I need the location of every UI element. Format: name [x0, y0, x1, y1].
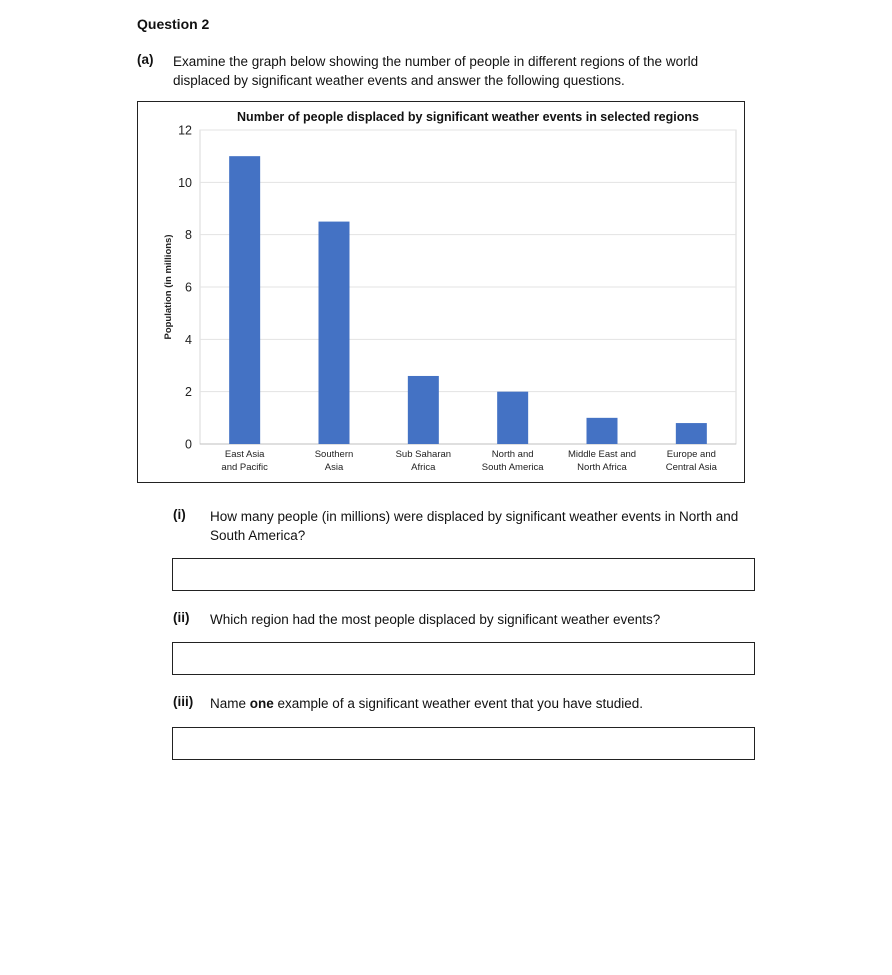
bar — [587, 418, 618, 444]
y-tick-label: 8 — [185, 228, 192, 243]
x-tick-label: Asia — [324, 462, 344, 473]
x-tick-label: Europe and — [666, 449, 716, 460]
subquestion-iii-text-after: example of a significant weather event that you have studied. — [273, 696, 644, 711]
answer-box-ii[interactable] — [172, 642, 755, 675]
bar — [408, 376, 439, 444]
y-tick-label: 10 — [178, 175, 192, 190]
subquestion-i-text: How many people (in millions) were displaced by significant weather events in North and South America? — [210, 509, 739, 543]
x-tick-label: East Asia — [224, 449, 265, 460]
x-tick-label: and Pacific — [221, 462, 268, 473]
subquestion-ii-text: Which region had the most people displaced by significant weather events? — [210, 612, 661, 627]
chart-title: Number of people displaced by significant weather events in selected regions — [237, 110, 699, 124]
subquestion-iii-text — [210, 694, 770, 713]
answer-box-iii[interactable] — [172, 727, 755, 760]
x-tick-label: Southern — [314, 449, 354, 460]
y-tick-label: 2 — [185, 385, 192, 400]
subquestion-iii-text-before: Name — [210, 696, 250, 711]
bar — [497, 392, 528, 444]
part-a-text: Examine the graph below showing the number of people in different regions of the world displaced by significant weather events and answer the following questions. — [173, 54, 699, 88]
x-tick-label: South America — [481, 462, 544, 473]
bar — [319, 222, 350, 444]
x-tick-label: Central Asia — [665, 462, 717, 473]
x-tick-label: North and — [491, 449, 534, 460]
chart-svg — [138, 102, 744, 482]
x-tick-label: Middle East and — [567, 449, 637, 460]
y-tick-label: 6 — [185, 280, 192, 295]
subquestion-i-label: (i) — [173, 507, 186, 522]
y-tick-label: 0 — [185, 437, 192, 452]
bar-chart — [137, 101, 745, 483]
x-tick-label: Africa — [411, 462, 436, 473]
subquestion-iii-text-bold: one — [249, 696, 274, 711]
subquestion-iii-label: (iii) — [173, 694, 194, 709]
y-tick-label: 12 — [178, 123, 192, 138]
x-tick-label: North Africa — [577, 462, 627, 473]
bar — [229, 156, 260, 444]
question-title: Question 2 — [137, 16, 210, 32]
y-axis-label: Population (in millions) — [163, 234, 174, 340]
y-tick-label: 4 — [185, 332, 192, 347]
answer-box-i[interactable] — [172, 558, 755, 591]
bar — [676, 423, 707, 444]
part-a-label: (a) — [137, 52, 154, 67]
subquestion-ii-label: (ii) — [173, 610, 190, 625]
x-tick-label: Sub Saharan — [395, 449, 452, 460]
